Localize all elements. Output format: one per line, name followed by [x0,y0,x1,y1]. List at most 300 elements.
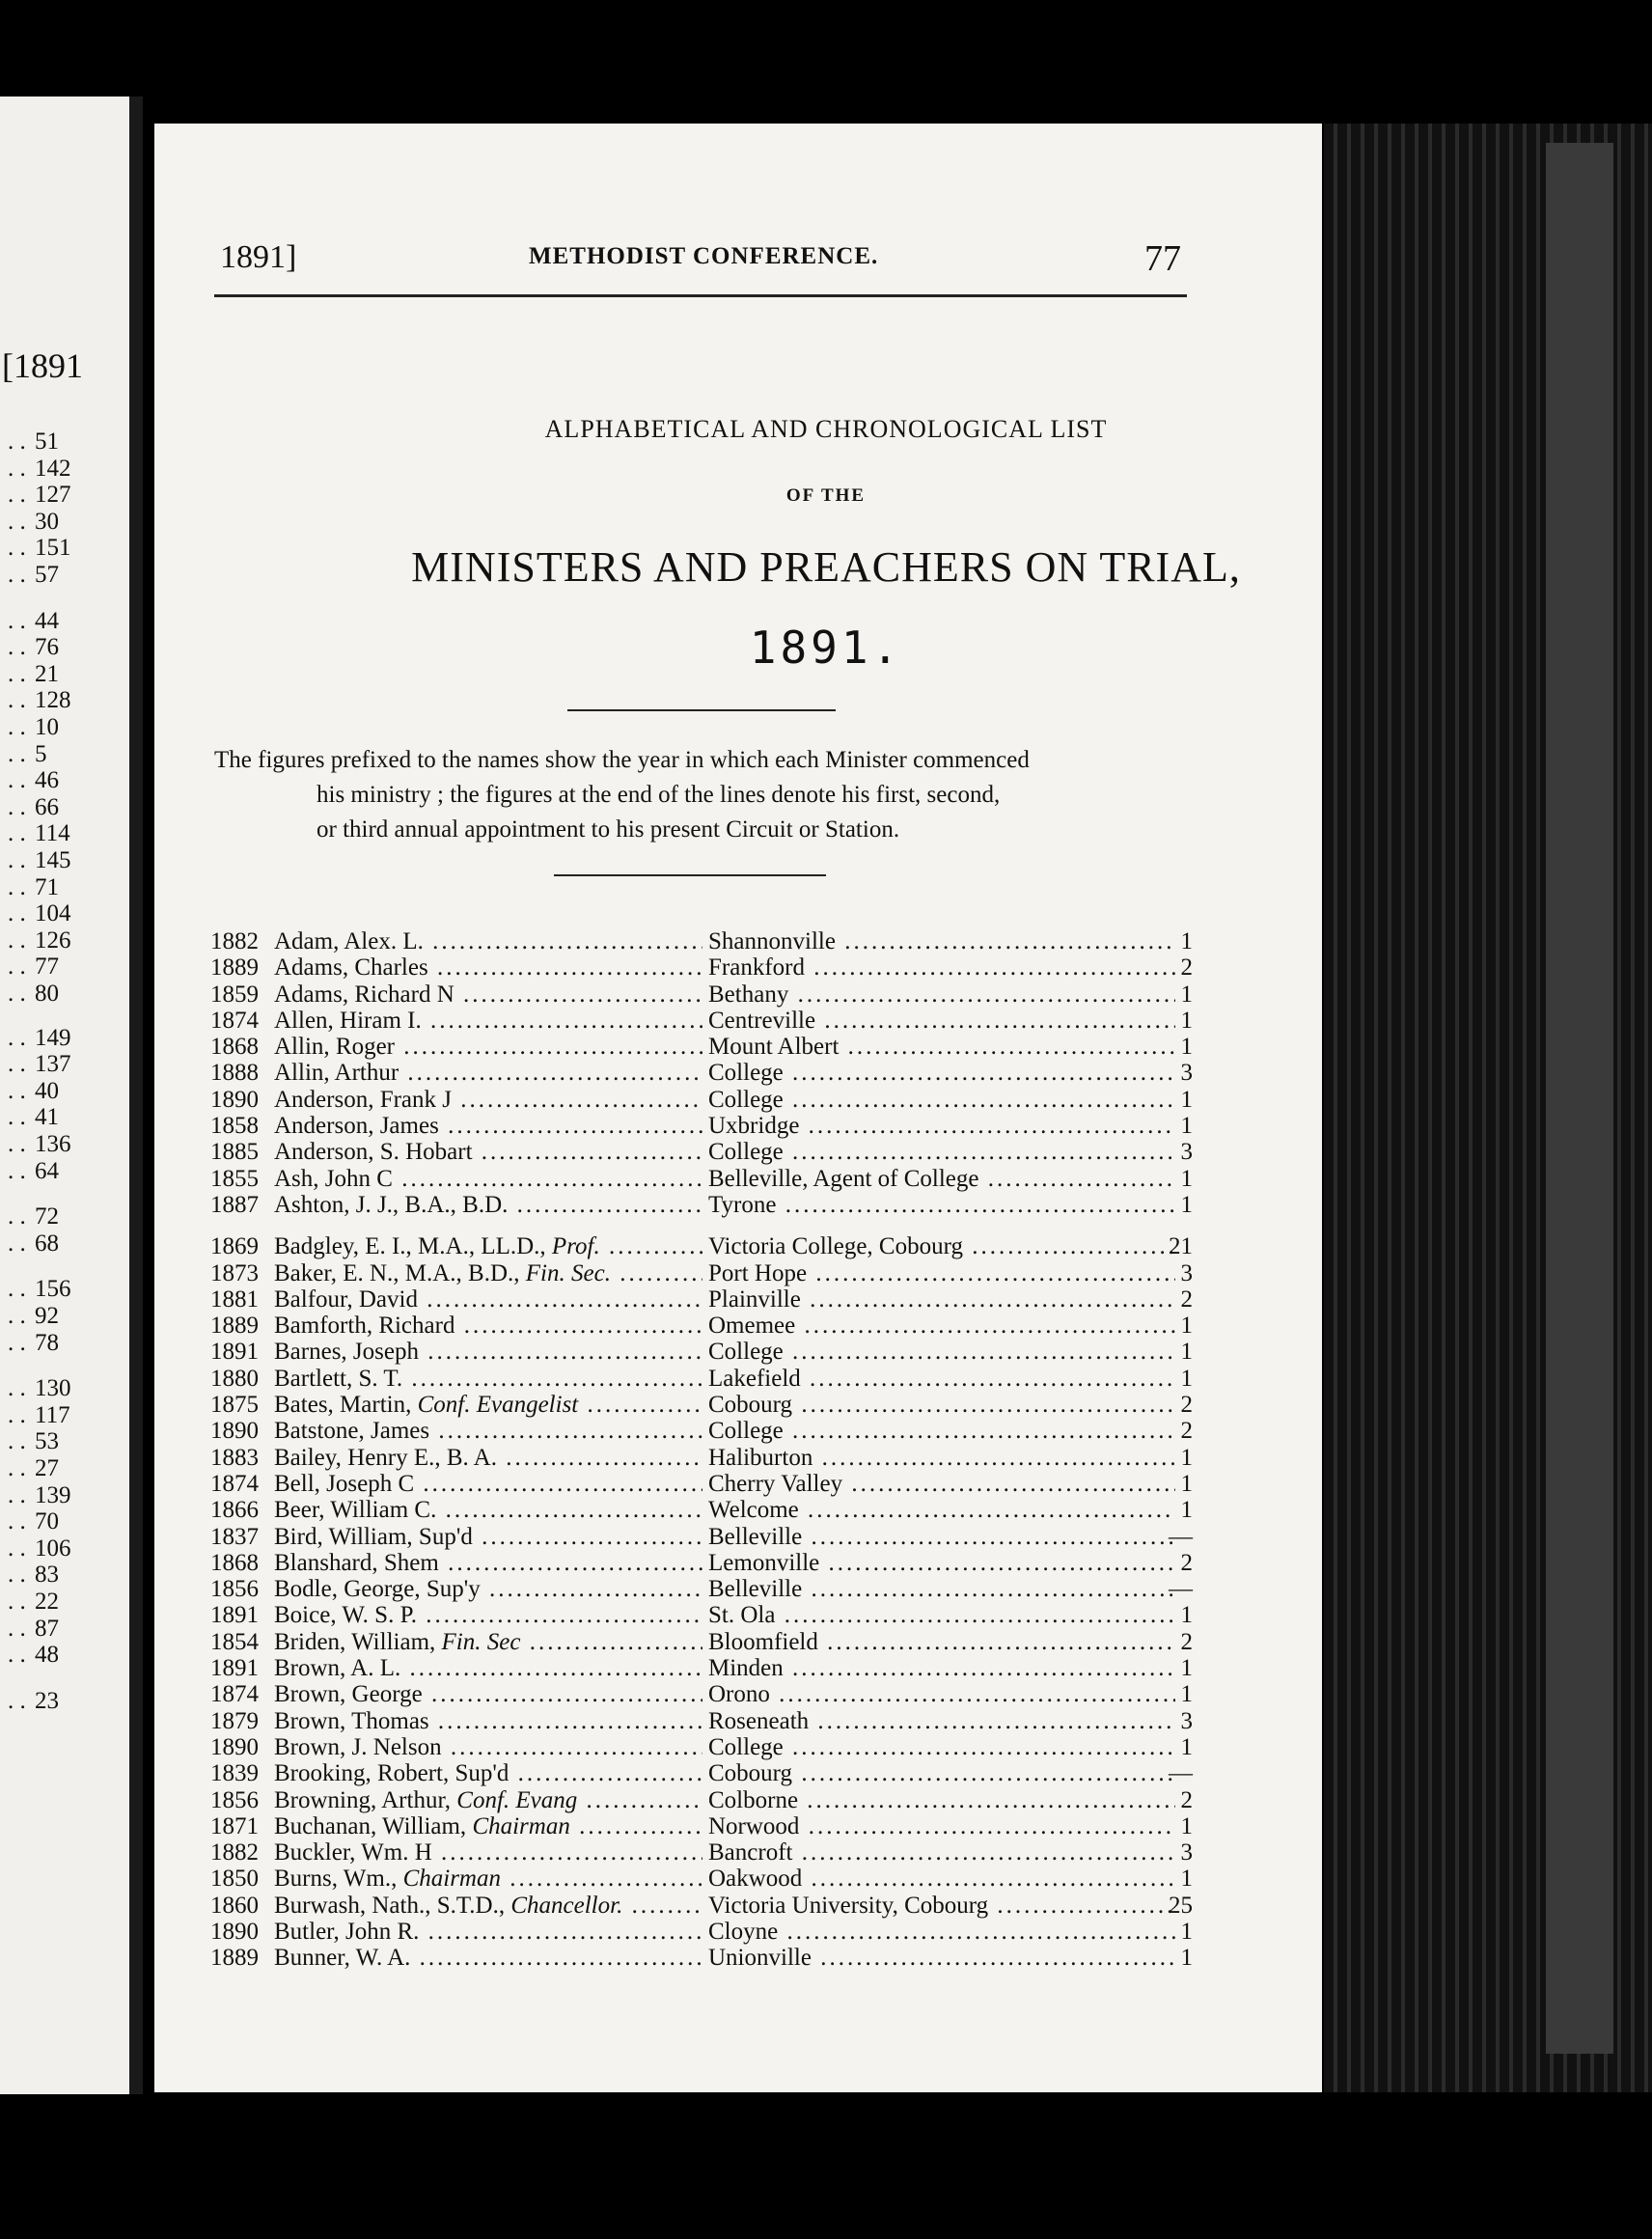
entry-name: Batstone, James ..... [274,1418,702,1444]
leader-dots: . . [8,535,26,562]
left-page-number [8,1456,77,1480]
entry-name: Brooking, Robert, Sup'd ..... [274,1760,702,1786]
list-item [210,1233,1195,1259]
entry-year: 1888 [210,1060,259,1087]
entry-name: Bailey, Henry E., B. A. ..... [274,1445,702,1471]
title-line-2: OF THE [785,485,867,506]
list-item [210,1681,1195,1707]
leader-dots: . . [8,428,26,455]
leader-dots: . . [8,1615,26,1642]
intro-line-1: The figures prefixed to the names show the year in which each Minister commenced [214,747,1030,773]
left-number-value: 126 [35,926,71,954]
left-number-value: 92 [35,1303,59,1329]
left-number-value: 51 [35,428,59,455]
entry-appointment: 25 [1169,1892,1193,1919]
left-number-value: 71 [35,873,59,900]
entry-appointment: 2 [1180,1285,1193,1313]
left-page-number [8,1617,77,1641]
list-item [210,1087,1195,1113]
entry-year: 1885 [210,1139,259,1166]
entry-appointment: 3 [1180,1839,1193,1866]
left-page-number [8,768,77,792]
left-page-number [8,1429,77,1453]
list-item [210,1760,1195,1786]
leader-dots: . . [8,900,26,927]
list-item [210,1734,1195,1760]
leader-dots: . . [8,562,26,588]
leader-dots: . . [8,740,26,767]
left-page-fragment [0,97,143,2094]
entry-circuit: College ..... [708,1734,1175,1760]
entry-appointment: 1 [1180,1191,1193,1218]
left-page-number [8,795,77,819]
entry-name: Browning, Arthur, Conf. Evang ..... [274,1787,702,1813]
left-number-value: 40 [35,1077,59,1104]
leader-dots: . . [8,1642,26,1669]
entry-circuit: Shannonville ..... [708,928,1175,954]
leader-dots: . . [8,1687,26,1714]
entry-name: Bunner, W. A. ..... [274,1945,702,1971]
entry-year: 1890 [210,1418,259,1445]
entry-year: 1887 [210,1191,259,1218]
left-page-number [8,742,77,766]
list-item [210,1418,1195,1444]
list-item [210,1629,1195,1655]
leader-dots: . . [8,1428,26,1455]
entry-circuit: Colborne ..... [708,1787,1175,1813]
left-number-value: 151 [35,535,71,562]
entry-appointment: 2 [1180,1628,1193,1655]
entry-circuit: College ..... [708,1418,1175,1444]
left-number-value: 10 [35,714,59,740]
left-number-value: 70 [35,1508,59,1535]
left-number-value: 145 [35,847,71,873]
left-page-number [8,981,77,1006]
entry-name: Butler, John R. ..... [274,1919,702,1945]
list-item [210,1445,1195,1471]
entry-circuit: Centreville ..... [708,1008,1175,1034]
entry-name: Brown, George ..... [274,1681,702,1707]
left-number-value: 30 [35,508,59,535]
left-page-number [8,901,77,926]
entry-year: 1891 [210,1339,259,1366]
entry-year: 1868 [210,1549,259,1576]
entry-year: 1891 [210,1602,259,1629]
list-item [210,1839,1195,1866]
left-page-number [8,1403,77,1427]
leader-dots: . . [8,1051,26,1078]
entry-appointment: 1 [1180,1313,1193,1340]
left-number-value: 137 [35,1051,71,1078]
leader-dots: . . [8,1508,26,1535]
list-item [210,1392,1195,1418]
entry-circuit: Haliburton ..... [708,1445,1175,1471]
entry-appointment: 1 [1180,1866,1193,1893]
left-number-value: 139 [35,1481,71,1508]
entry-circuit: Minden ..... [708,1655,1175,1681]
entry-appointment: 1 [1180,1007,1193,1034]
leader-dots: . . [8,1303,26,1329]
entry-circuit: Bancroft ..... [708,1839,1175,1866]
entry-year: 1874 [210,1681,259,1708]
entry-name: Brown, Thomas ..... [274,1708,702,1734]
entry-circuit: College ..... [708,1060,1175,1086]
left-page-number [8,1026,77,1050]
left-number-value: 136 [35,1131,71,1157]
entry-name: Allen, Hiram I. ..... [274,1008,702,1034]
list-item [210,1497,1195,1523]
entry-name: Briden, William, Fin. Sec ..... [274,1629,702,1655]
leader-dots: . . [8,1131,26,1157]
entry-circuit: Mount Albert ..... [708,1034,1175,1060]
left-page-number [8,1231,77,1256]
leader-dots: . . [8,1203,26,1230]
leader-dots: . . [8,1230,26,1257]
entry-appointment: 1 [1180,981,1193,1008]
leader-dots: . . [8,634,26,661]
left-number-value: 23 [35,1687,59,1714]
title-line-1: ALPHABETICAL AND CHRONOLOGICAL LIST [544,415,1108,443]
left-page-number [8,1562,77,1587]
entry-name: Ash, John C ..... [274,1166,702,1192]
leader-dots: . . [8,1534,26,1562]
entry-name: Bodle, George, Sup'y ..... [274,1576,702,1602]
list-item [210,1471,1195,1497]
running-header [0,239,1652,286]
list-item [210,928,1195,954]
left-page-number [8,1132,77,1156]
left-number-value: 46 [35,767,59,794]
leader-dots: . . [8,660,26,687]
entry-name: Bates, Martin, Conf. Evangelist ..... [274,1392,702,1418]
entry-year: 1837 [210,1523,259,1550]
leader-dots: . . [8,954,26,981]
left-number-value: 44 [35,607,59,634]
entry-year: 1860 [210,1892,259,1919]
entry-appointment: 1 [1180,928,1193,954]
entry-name: Buckler, Wm. H ..... [274,1839,702,1866]
left-number-value: 64 [35,1157,59,1184]
left-number-value: 5 [35,740,47,767]
entry-year: 1875 [210,1392,259,1419]
left-page-number [8,1589,77,1614]
leader-dots: . . [8,1077,26,1104]
leader-dots: . . [8,1455,26,1481]
entry-name: Barnes, Joseph ..... [274,1339,702,1365]
left-number-value: 142 [35,455,71,482]
leader-dots: . . [8,926,26,954]
left-number-value: 117 [35,1401,70,1428]
entry-appointment: — [1169,1576,1193,1603]
entry-appointment: 3 [1180,1060,1193,1087]
left-number-value: 104 [35,900,71,927]
leader-dots: . . [8,607,26,634]
leader-dots: . . [8,1401,26,1428]
list-item [210,1008,1195,1034]
left-page-number [8,456,77,481]
entry-name: Ashton, J. J., B.A., B.D. ..... [274,1192,702,1218]
leader-dots: . . [8,508,26,535]
entry-appointment: 3 [1180,1139,1193,1166]
entry-year: 1882 [210,1839,259,1866]
entry-circuit: Cobourg ..... [708,1392,1175,1418]
entry-circuit: Belleville ..... [708,1576,1175,1602]
list-item [210,1313,1195,1339]
entry-circuit: Victoria University, Cobourg ..... [708,1893,1175,1919]
left-page-number [8,715,77,739]
entry-appointment: 1 [1180,1497,1193,1524]
list-item [210,1034,1195,1060]
left-number-value: 78 [35,1329,59,1356]
left-page-number [8,1052,77,1076]
list-item [210,1919,1195,1945]
entry-circuit: Lakefield ..... [708,1366,1175,1392]
entry-name: Adams, Charles ..... [274,954,702,981]
list-item [210,1708,1195,1734]
entry-name: Allin, Roger ..... [274,1034,702,1060]
entry-year: 1854 [210,1628,259,1655]
list-item [210,1139,1195,1165]
left-number-value: 156 [35,1276,71,1303]
list-item [210,1166,1195,1192]
left-number-value: 83 [35,1562,59,1589]
list-item [210,1813,1195,1839]
leader-dots: . . [8,455,26,482]
left-number-value: 87 [35,1615,59,1642]
left-number-value: 114 [35,820,70,847]
leader-dots: . . [8,1562,26,1589]
entry-name: Balfour, David ..... [274,1286,702,1313]
minister-list [210,928,1195,1972]
leader-dots: . . [8,714,26,740]
leader-dots: . . [8,1329,26,1356]
leader-dots: . . [8,873,26,900]
entry-appointment: 3 [1180,1707,1193,1734]
leader-dots: . . [8,1276,26,1303]
entry-name: Blanshard, Shem ..... [274,1550,702,1576]
left-page-number [8,821,77,845]
entry-year: 1873 [210,1259,259,1286]
divider-rule-2 [554,874,826,876]
entry-name: Adams, Richard N ..... [274,981,702,1008]
entry-circuit: College ..... [708,1339,1175,1365]
entry-name: Anderson, S. Hobart ..... [274,1139,702,1165]
entry-name: Bell, Joseph C ..... [274,1471,702,1497]
left-page-number [8,848,77,872]
leader-dots: . . [8,1589,26,1615]
leader-dots: . . [8,1375,26,1402]
entry-circuit: Omemee ..... [708,1313,1175,1339]
entry-appointment: 1 [1180,1470,1193,1497]
leader-dots: . . [8,793,26,820]
entry-appointment: 1 [1180,1339,1193,1366]
list-item [210,1286,1195,1313]
entry-circuit: Cobourg ..... [708,1760,1175,1786]
entry-appointment: 2 [1180,1392,1193,1419]
entry-name: Anderson, Frank J ..... [274,1087,702,1113]
left-number-value: 128 [35,687,71,714]
left-number-value: 80 [35,981,59,1007]
list-item [210,1787,1195,1813]
entry-circuit: Unionville ..... [708,1945,1175,1971]
entry-year: 1869 [210,1233,259,1260]
entry-year: 1883 [210,1444,259,1471]
entry-name: Buchanan, William, Chairman ..... [274,1813,702,1839]
entry-circuit: College ..... [708,1139,1175,1165]
entry-year: 1866 [210,1497,259,1524]
list-item [210,1655,1195,1681]
left-number-value: 68 [35,1230,59,1257]
left-page-header: [1891 [2,346,83,385]
divider-rule-1 [567,709,836,711]
entry-year: 1889 [210,1313,259,1340]
left-page-number [8,928,77,953]
entry-year: 1874 [210,1470,259,1497]
entry-circuit: Orono ..... [708,1681,1175,1707]
entry-year: 1891 [210,1655,259,1682]
left-page-number [8,1204,77,1229]
entry-year: 1839 [210,1760,259,1787]
entry-circuit: College ..... [708,1087,1175,1113]
entry-circuit: Oakwood ..... [708,1866,1175,1892]
entry-name: Bartlett, S. T. ..... [274,1366,702,1392]
entry-appointment: 1 [1180,1113,1193,1140]
list-item [210,954,1195,981]
entry-name: Boice, W. S. P. ..... [274,1602,702,1628]
entry-circuit: Cloyne ..... [708,1919,1175,1945]
left-number-value: 130 [35,1375,71,1402]
entry-circuit: Roseneath ..... [708,1708,1175,1734]
left-number-value: 21 [35,660,59,687]
entry-year: 1856 [210,1786,259,1813]
entry-year: 1890 [210,1918,259,1945]
entry-appointment: 1 [1180,1444,1193,1471]
list-item [210,1576,1195,1602]
entry-circuit: Uxbridge ..... [708,1113,1175,1139]
leader-dots: . . [8,1024,26,1051]
left-page-number [8,875,77,899]
intro-line-2: his ministry ; the figures at the end of the lines denote his first, second, [317,782,1001,808]
entry-name: Allin, Arthur ..... [274,1060,702,1086]
left-number-value: 66 [35,793,59,820]
left-number-value: 22 [35,1589,59,1615]
entry-name: Brown, J. Nelson ..... [274,1734,702,1760]
list-item [210,1113,1195,1139]
entry-year: 1882 [210,928,259,954]
entry-appointment: 2 [1180,1549,1193,1576]
header-year: 1891] [220,239,297,275]
left-page-number [8,510,77,534]
entry-name: Burns, Wm., Chairman ..... [274,1866,702,1892]
left-number-value: 27 [35,1455,59,1481]
left-page-number [8,1331,77,1355]
list-item [210,1602,1195,1628]
entry-year: 1879 [210,1707,259,1734]
left-page-number [8,1643,77,1667]
header-rule [214,294,1187,297]
list-item [210,1893,1195,1919]
left-number-value: 77 [35,954,59,981]
list-item [210,1339,1195,1365]
leader-dots: . . [8,847,26,873]
left-number-value: 57 [35,562,59,588]
entry-appointment: 1 [1180,1655,1193,1682]
left-number-value: 72 [35,1203,59,1230]
left-number-value: 53 [35,1428,59,1455]
entry-circuit: Bethany ..... [708,981,1175,1008]
entry-appointment: 2 [1180,1786,1193,1813]
entry-year: 1880 [210,1365,259,1392]
entry-circuit: Belleville, Agent of College ..... [708,1166,1175,1192]
entry-appointment: 21 [1169,1233,1193,1260]
entry-year: 1889 [210,1945,259,1972]
left-page-number [8,1376,77,1400]
left-page-number [8,1536,77,1561]
entry-year: 1868 [210,1034,259,1061]
header-title: METHODIST CONFERENCE. [529,243,879,269]
entry-appointment: 1 [1180,1086,1193,1113]
entry-circuit: Victoria College, Cobourg ..... [708,1233,1175,1259]
entry-appointment: 1 [1180,1812,1193,1839]
leader-dots: . . [8,482,26,509]
left-page-number [8,1159,77,1183]
list-item [210,1366,1195,1392]
left-page-number [8,1105,77,1129]
leader-dots: . . [8,687,26,714]
entry-year: 1874 [210,1007,259,1034]
entry-year: 1890 [210,1733,259,1760]
list-item [210,1866,1195,1892]
entry-name: Anderson, James ..... [274,1113,702,1139]
leader-dots: . . [8,767,26,794]
page-gutter [129,97,143,2094]
entry-circuit: Tyrone ..... [708,1192,1175,1218]
entry-circuit: Welcome ..... [708,1497,1175,1523]
entry-circuit: Belleville ..... [708,1524,1175,1550]
entry-circuit: Plainville ..... [708,1286,1175,1313]
entry-name: Brown, A. L. ..... [274,1655,702,1681]
list-item [210,1550,1195,1576]
entry-name: Bird, William, Sup'd ..... [274,1524,702,1550]
intro-paragraph [214,743,1189,847]
entry-year: 1881 [210,1285,259,1313]
leader-dots: . . [8,981,26,1007]
entry-name: Baker, E. N., M.A., B.D., Fin. Sec. ..... [274,1260,702,1286]
entry-circuit: Lemonville ..... [708,1550,1175,1576]
entry-year: 1855 [210,1165,259,1192]
entry-name: Beer, William C. ..... [274,1497,702,1523]
entry-appointment: 1 [1180,1602,1193,1629]
list-item [210,1524,1195,1550]
entry-name: Burwash, Nath., S.T.D., Chancellor. ..... [274,1893,702,1919]
entry-appointment: 1 [1180,1945,1193,1972]
left-number-value: 127 [35,482,71,509]
list-item [210,1192,1195,1218]
left-page-number [8,1509,77,1534]
title-line-3: MINISTERS AND PREACHERS ON TRIAL, [411,543,1241,591]
entry-year: 1871 [210,1812,259,1839]
entry-year: 1858 [210,1113,259,1140]
entry-appointment: 1 [1180,1034,1193,1061]
entry-name: Bamforth, Richard ..... [274,1313,702,1339]
entry-year: 1890 [210,1086,259,1113]
entry-year: 1850 [210,1866,259,1893]
left-number-value: 48 [35,1642,59,1669]
left-page-number [8,1079,77,1103]
entry-year: 1856 [210,1576,259,1603]
entry-appointment: 3 [1180,1259,1193,1286]
entry-appointment: — [1169,1523,1193,1550]
